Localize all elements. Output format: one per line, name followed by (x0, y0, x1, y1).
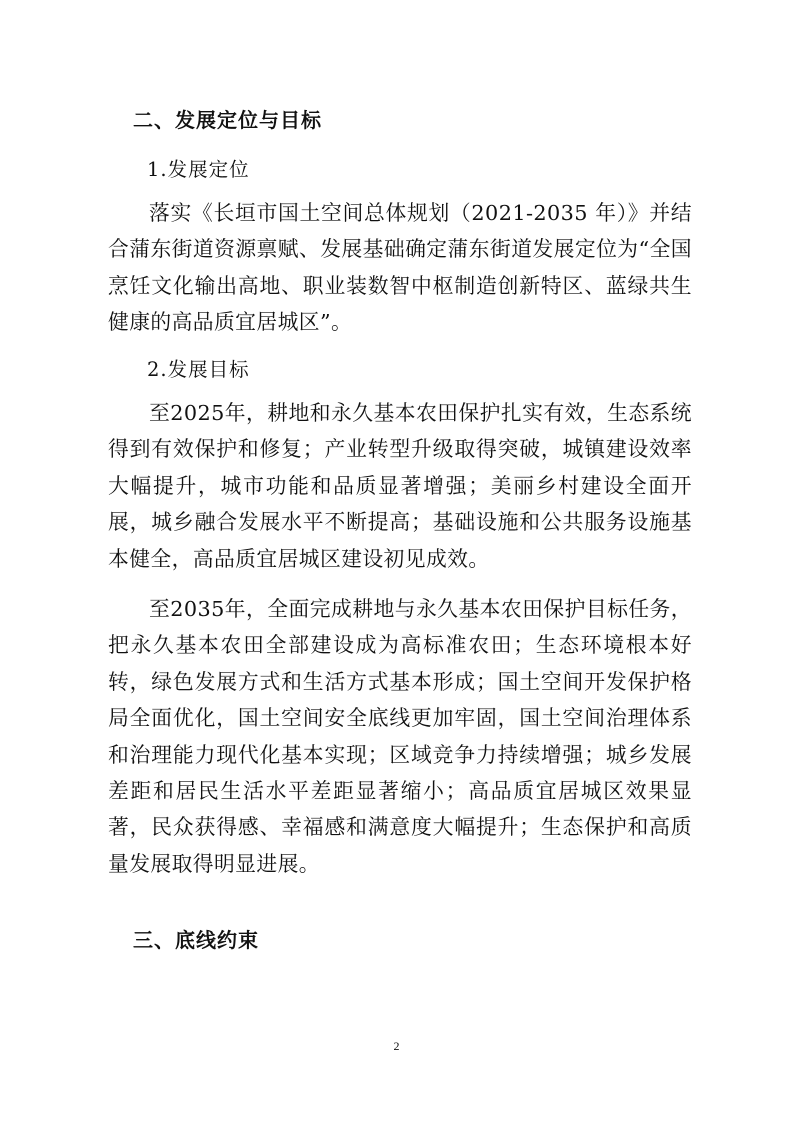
paragraph-goal-2025: 至2025年，耕地和永久基本农田保护扎实有效，生态系统得到有效保护和修复；产业转型升级取得突破，城镇建设效率大幅提升，城市功能和品质显著增强；美丽乡村建设全面开展，城乡融合发展水平不断提高；基础设施和公共服务设施基本健全，高品质宜居城区建设初见成效。 (108, 401, 692, 571)
page-number: 2 (393, 1039, 400, 1053)
section-heading-baseline-constraints: 三、底线约束 (133, 928, 259, 952)
section-heading-development-positioning-goals: 二、发展定位与目标 (133, 108, 322, 132)
paragraph-goal-2035: 至2035年，全面完成耕地与永久基本农田保护目标任务，把永久基本农田全部建设成为高标准农田；生态环境根本好转，绿色发展方式和生活方式基本形成；国土空间开发保护格局全面优化，国土空间安全底线更加牢固，国土空间治理体系和治理能力现代化基本实现；区域竞争力持续增强；城乡发展差距和居民生活水平差距显著缩小；高品质宜居城区效果显著，民众获得感、幸福感和满意度大幅提升；生态保护和高质量发展取得明显进展。 (108, 597, 692, 876)
subheading-development-positioning: 1.发展定位 (147, 158, 250, 181)
subheading-development-goals: 2.发展目标 (147, 358, 250, 381)
paragraph-development-positioning: 落实《长垣市国土空间总体规划（2021-2035 年）》并结合蒲东街道资源禀赋、发展基础确定蒲东街道发展定位为“全国烹饪文化输出高地、职业装数智中枢制造创新特区、蓝绿共生健康的高品质宜居城区”。 (108, 201, 692, 335)
